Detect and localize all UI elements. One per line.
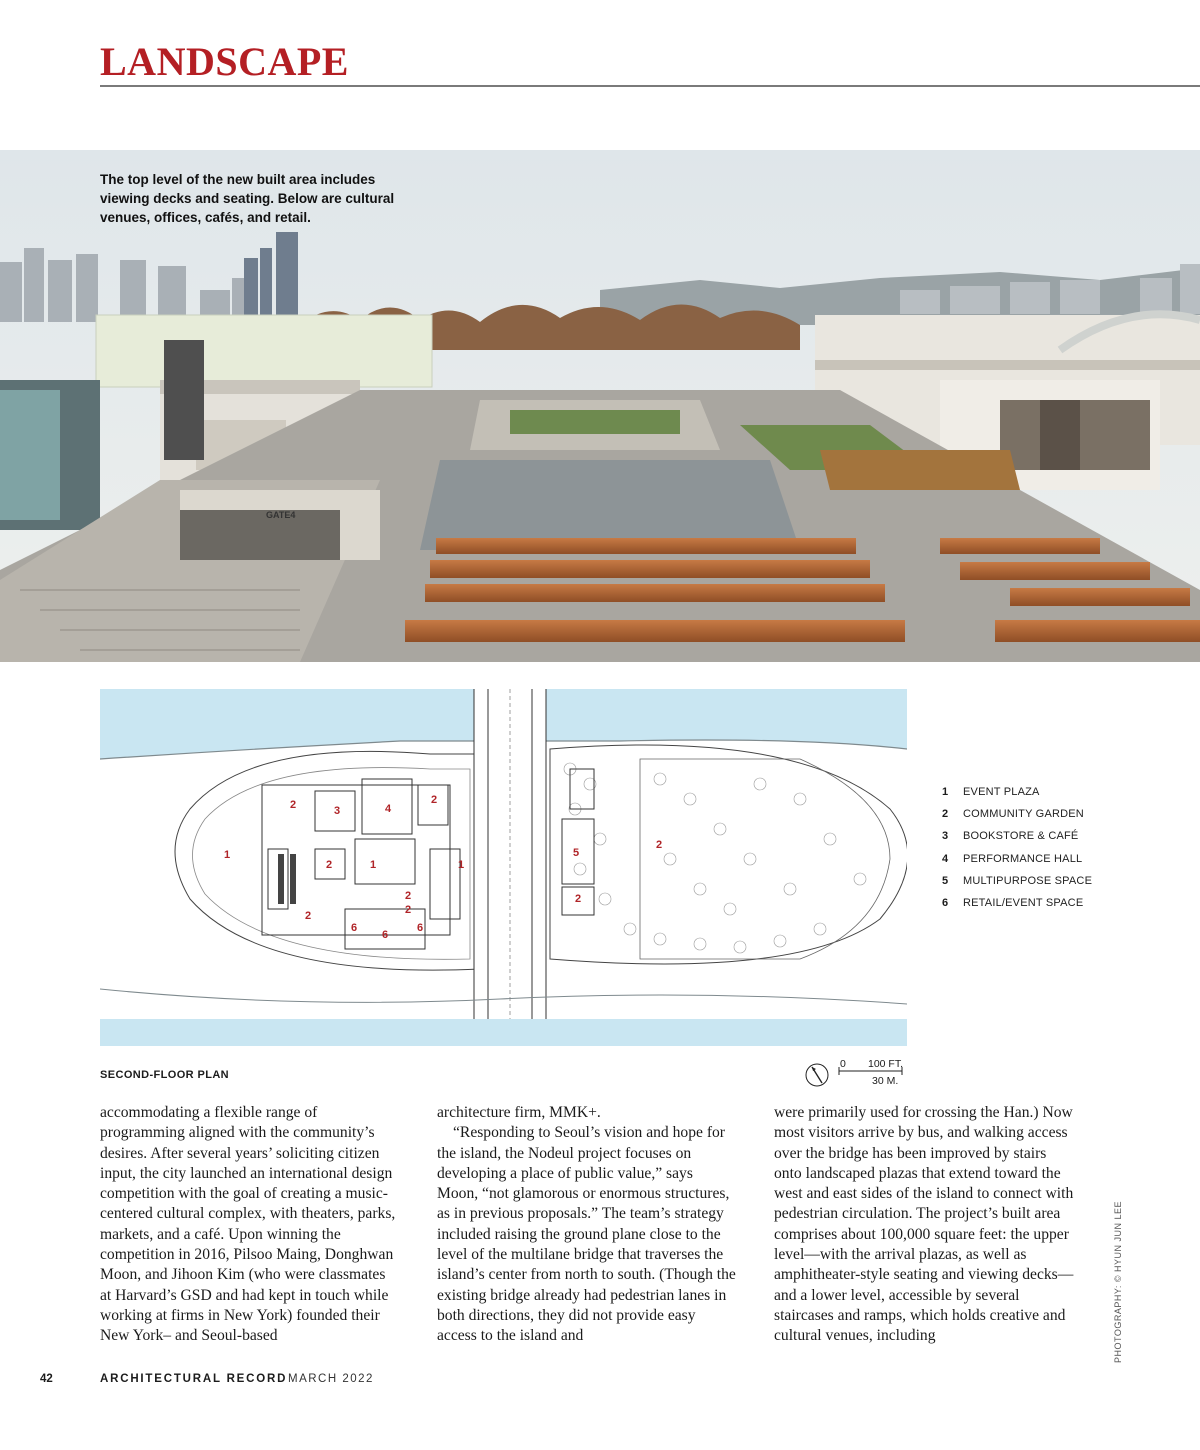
- plan-label: 1: [224, 849, 231, 861]
- magazine-name: ARCHITECTURAL RECORD: [100, 1373, 288, 1385]
- plan-title: SECOND-FLOOR PLAN: [100, 1069, 230, 1081]
- article-paragraph: were primarily used for crossing the Han.) Now most visitors arrive by bus, and walking access over the bridge has been improved by stairs onto landscaped plazas that extend toward the west and east sides of the island to connect with pedestrian circulation. The project’s built area comprises about 100,000 square feet: the upper level—with the arrival plazas, as well as amphitheater-style seating and viewing decks—and a lower level, accessible by several staircases and ramps, which holds creative and cultural venues, including: [774, 1104, 1074, 1345]
- legend-item: [942, 803, 1092, 825]
- page-number: 42: [40, 1373, 53, 1385]
- plan-label: 2: [431, 794, 438, 806]
- legend-number: 4: [942, 852, 949, 865]
- plan-label: 5: [573, 847, 580, 859]
- plan-label: 2: [305, 910, 312, 922]
- plan-label: 4: [385, 803, 392, 815]
- scale-feet: 100 FT.: [868, 1058, 904, 1070]
- plan-label: 1: [370, 859, 377, 871]
- legend-label: PERFORMANCE HALL: [963, 852, 1083, 865]
- legend-label: RETAIL/EVENT SPACE: [963, 897, 1084, 910]
- section-title: LANDSCAPE: [100, 39, 349, 84]
- article-paragraph: “Responding to Seoul’s vision and hope for the island, the Nodeul project focuses on developing a place of public value,” says Moon, “not glamorous or enormous structures, as in previous proposals.” The team’s strategy included raising the ground plane close to the level of the multilane bridge that traverses the island’s center from north to south. (Though the existing bridge already had pedestrian lanes in both directions, they did not provide easy access to the island and: [437, 1124, 736, 1345]
- legend-item: [942, 848, 1092, 870]
- legend-label: EVENT PLAZA: [963, 786, 1040, 799]
- plan-label: 6: [351, 922, 358, 934]
- plan-label: 2: [575, 893, 582, 905]
- gate-sign: GATE4: [266, 510, 296, 520]
- legend-label: COMMUNITY GARDEN: [963, 808, 1084, 821]
- legend-label: BOOKSTORE & CAFÉ: [963, 830, 1079, 843]
- legend-item: [942, 870, 1092, 892]
- article-column-3: [774, 1103, 1074, 1347]
- article-column-2: [437, 1103, 737, 1347]
- photo-caption: The top level of the new built area includes viewing decks and seating. Below are cultural venues, offices, cafés, and retail.: [100, 172, 395, 225]
- plan-legend: [942, 781, 1092, 914]
- legend-number: 3: [942, 830, 949, 843]
- scale-meters: 30 M.: [872, 1075, 899, 1087]
- article-paragraph: accommodating a flexible range of programming aligned with the community’s desires. After several years’ soliciting citizen input, the city launched an international design competition with the goal of creating a music-centered cultural complex, with theaters, parks, markets, and a café. Upon winning the competition in 2016, Pilsoo Maing, Donghwan Moon, and Jihoon Kim (who were classmates at Harvard’s GSD and had kept in touch while working at firms in New York) founded their New York– and Seoul-based: [100, 1104, 396, 1345]
- legend-number: 2: [942, 808, 949, 821]
- legend-number: 1: [942, 786, 949, 799]
- legend-label: MULTIPURPOSE SPACE: [963, 874, 1093, 887]
- plan-label: 2: [290, 799, 297, 811]
- legend-number: 6: [942, 897, 949, 910]
- plan-label: 6: [417, 922, 424, 934]
- legend-item: [942, 781, 1092, 803]
- plan-label: 2: [405, 890, 412, 902]
- legend-number: 5: [942, 874, 949, 887]
- plan-label: 3: [334, 805, 341, 817]
- plan-label: 2: [326, 859, 333, 871]
- plan-label: 2: [656, 839, 663, 851]
- scale-bar: [804, 1058, 914, 1092]
- north-arrow-icon: [806, 1064, 828, 1086]
- second-floor-plan: [100, 689, 907, 1046]
- article-paragraph: architecture firm, MMK+.: [437, 1104, 601, 1121]
- legend-item: [942, 825, 1092, 847]
- issue-date: MARCH 2022: [288, 1373, 374, 1385]
- plan-label: 6: [382, 929, 389, 941]
- header-rule: [100, 85, 1200, 87]
- legend-item: [942, 892, 1092, 914]
- photo-credit: PHOTOGRAPHY: © HYUN JUN LEE: [1113, 1201, 1123, 1363]
- scale-zero: 0: [840, 1058, 846, 1070]
- plan-label: 1: [458, 859, 465, 871]
- plan-label: 2: [405, 904, 412, 916]
- article-column-1: [100, 1103, 400, 1347]
